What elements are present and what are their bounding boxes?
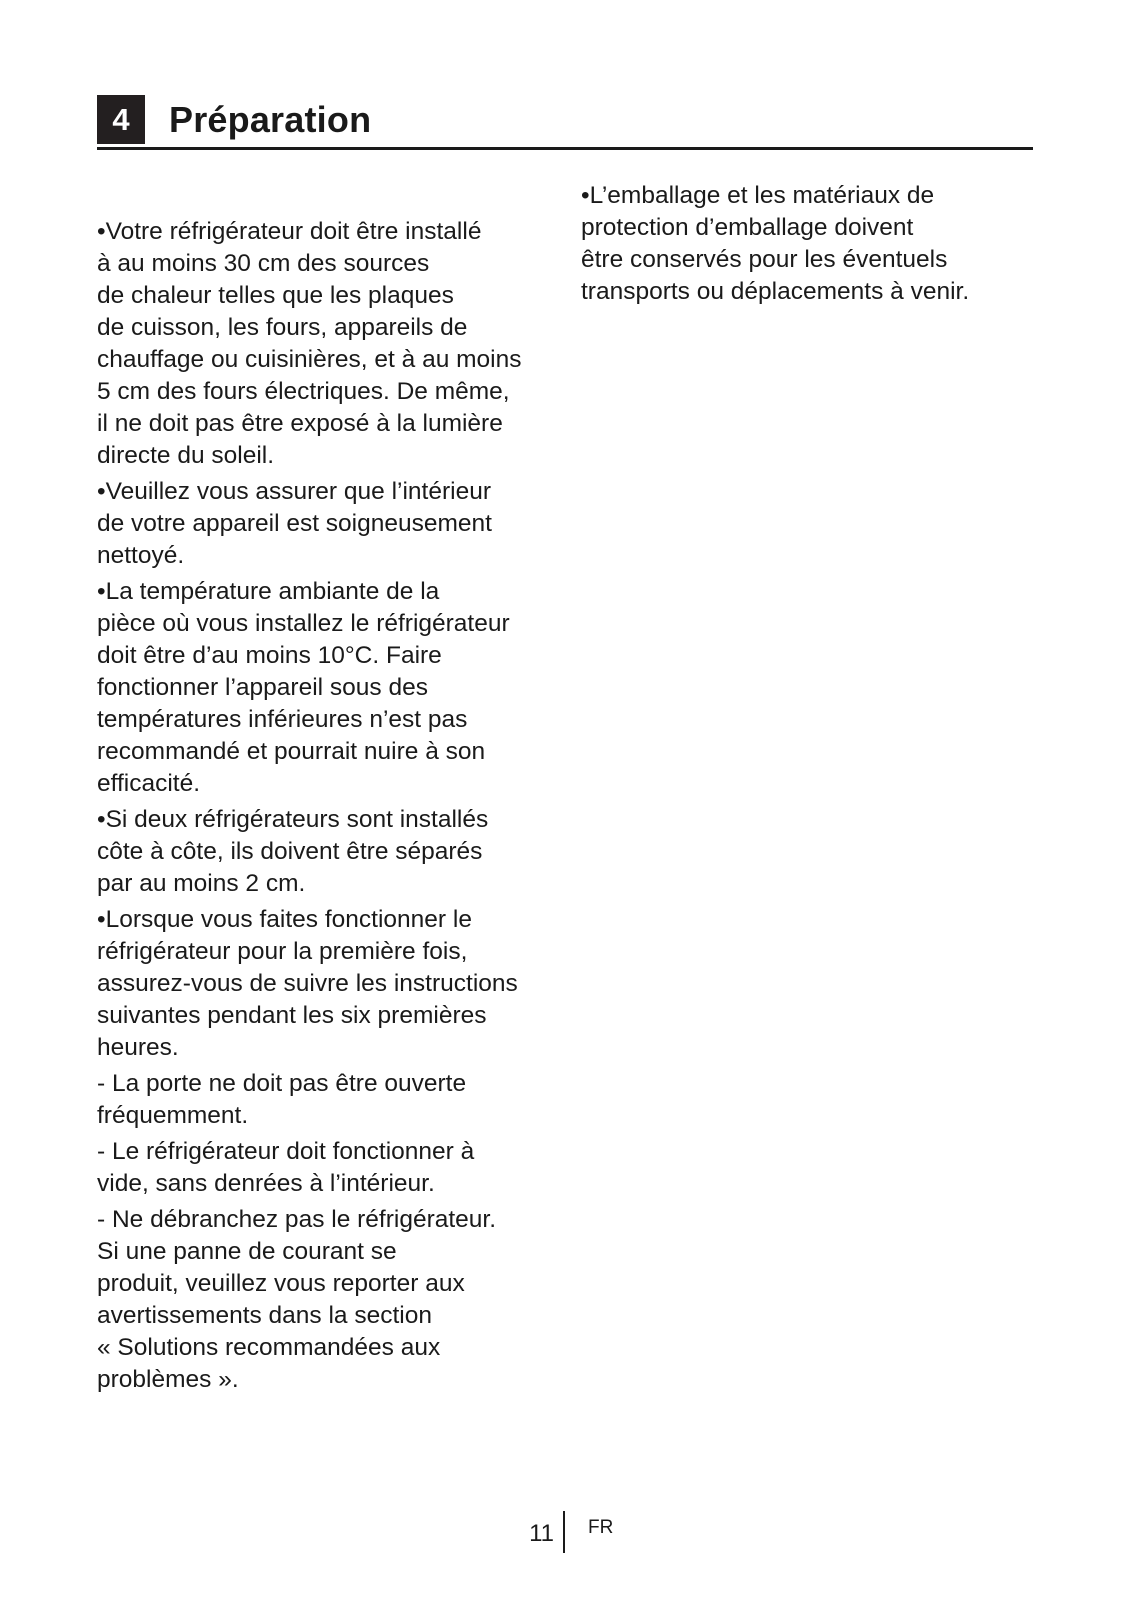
paragraph-unplug-instruction: - Ne débranchez pas le réfrigérateur. Si une panne de courant se produit, veuillez vous reporter aux avertissements dans la section « Solutions recommandées aux problèmes ». bbox=[97, 1206, 497, 1393]
paragraph-packaging: •L’emballage et les matériaux de protection d’emballage doivent être conservés pour les éventuels transports ou déplacements à venir. bbox=[581, 182, 970, 305]
paragraph-interior-cleaning: •Veuillez vous assurer que l’intérieur de votre appareil est soigneusement nettoyé. bbox=[97, 478, 492, 569]
paragraph-door-instruction: - La porte ne doit pas être ouverte fréquemment. bbox=[97, 1070, 467, 1129]
page-number: 11 bbox=[529, 1520, 554, 1547]
section-header bbox=[97, 95, 1033, 150]
paragraph-empty-instruction: - Le réfrigérateur doit fonctionner à vide, sans denrées à l’intérieur. bbox=[97, 1138, 475, 1197]
paragraph-ambient-temperature: •La température ambiante de la pièce où vous installez le réfrigérateur doit être d’au moins 10°C. Faire fonctionner l’appareil sous des températures inférieures n’est pas recommandé et pourrait nuire à son efficacité. bbox=[97, 578, 510, 797]
right-column bbox=[581, 180, 1051, 312]
left-column bbox=[97, 216, 567, 1400]
section-title: Préparation bbox=[169, 99, 372, 140]
paragraph-two-refrigerators: •Si deux réfrigérateurs sont installés côte à côte, ils doivent être séparés par au moins 2 cm. bbox=[97, 806, 489, 897]
language-code: FR bbox=[588, 1517, 614, 1538]
section-number-badge: 4 bbox=[97, 95, 145, 144]
paragraph-installation-distance: •Votre réfrigérateur doit être installé à au moins 30 cm des sources de chaleur telles que les plaques de cuisson, les fours, appareils de chauffage ou cuisinières, et à au moins 5 cm des fours électriques. De même, il ne doit pas être exposé à la lumière directe du soleil. bbox=[97, 218, 522, 469]
footer-divider bbox=[563, 1511, 565, 1553]
paragraph-first-use: •Lorsque vous faites fonctionner le réfrigérateur pour la première fois, assurez-vous de suivre les instructions suivantes pendant les six premières heures. bbox=[97, 906, 518, 1061]
